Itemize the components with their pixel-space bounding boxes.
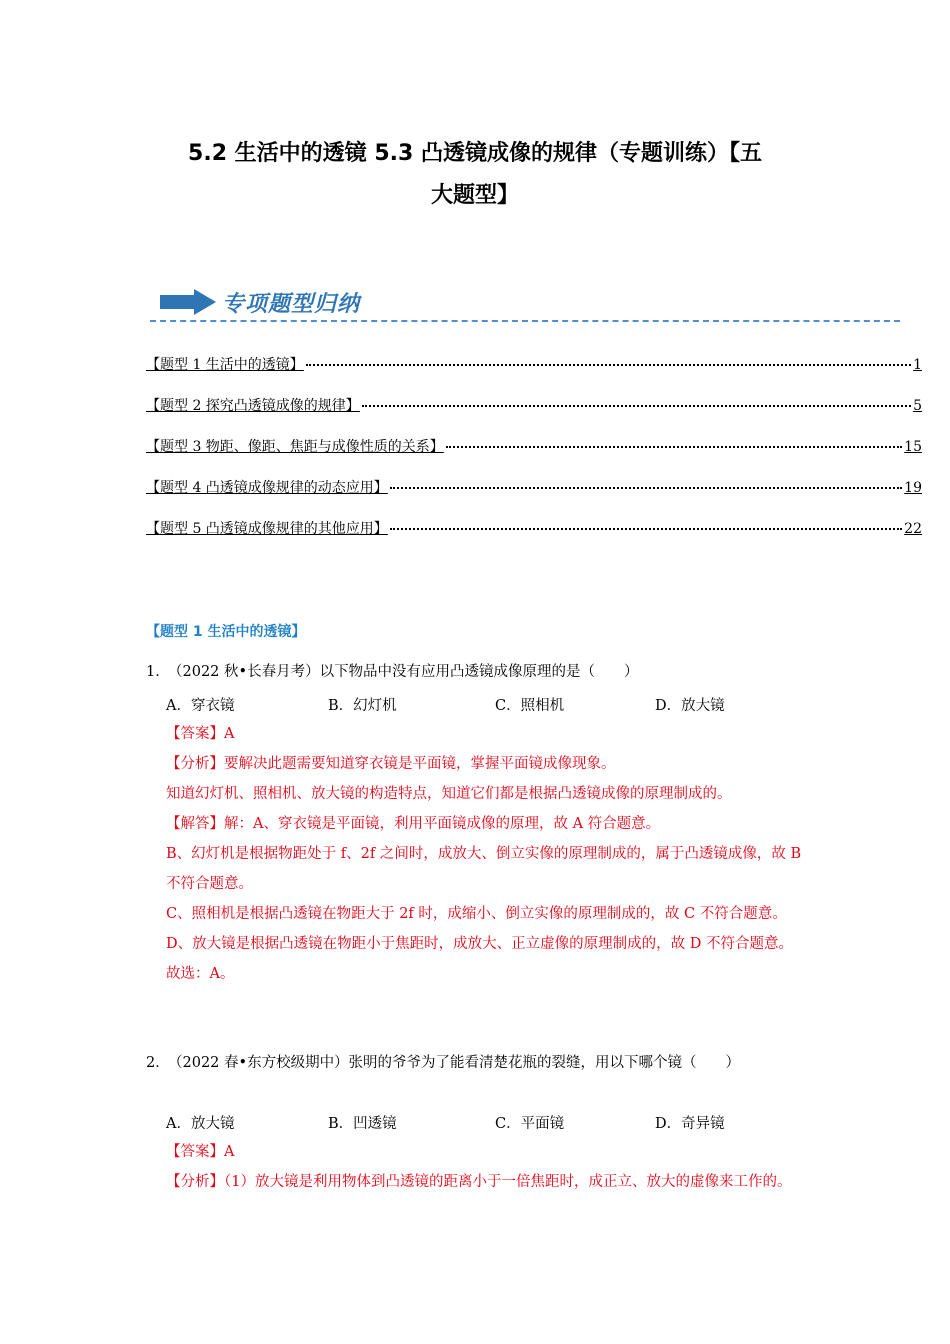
toc-leader — [446, 446, 902, 448]
toc-leader — [390, 528, 902, 530]
section-banner — [150, 283, 900, 325]
question-text: （2022 秋•长春月考）以下物品中没有应用凸透镜成像原理的是（ ） — [168, 664, 639, 680]
document-title — [140, 133, 810, 217]
toc-leader — [362, 405, 911, 407]
question-number: 2． — [146, 1055, 170, 1071]
toc-page[interactable]: 22 — [904, 521, 922, 537]
section-heading: 【题型 1 生活中的透镜】 — [146, 624, 306, 640]
answer-line: 【答案】A — [166, 726, 235, 742]
solution-line: 【解答】解：A、穿衣镜是平面镜，利用平面镜成像的原理，故 A 符合题意。 — [166, 816, 661, 832]
toc-leader — [390, 487, 902, 489]
solution-line: B、幻灯机是根据物距处于 f、2f 之间时，成放大、倒立实像的原理制成的，属于凸透镜成像，故 B 不符合题意。 — [166, 846, 802, 892]
option-b: B．幻灯机 — [328, 698, 397, 714]
question-number: 1． — [146, 664, 170, 680]
option-a: A．放大镜 — [166, 1116, 235, 1132]
question-text: （2022 春•东方校级期中）张明的爷爷为了能看清楚花瓶的裂缝，用以下哪个镜（ ） — [168, 1055, 741, 1071]
question-2-answer-block — [166, 1137, 816, 1197]
option-a: A．穿衣镜 — [166, 698, 235, 714]
toc-page[interactable]: 1 — [913, 357, 922, 373]
banner-heading: 专项题型归纳 — [222, 292, 361, 317]
toc-item-2[interactable] — [146, 395, 922, 436]
option-c: C．平面镜 — [495, 1116, 565, 1132]
analysis-line: 【分析】（1）放大镜是利用物体到凸透镜的距离小于一倍焦距时，成正立、放大的虚像来工作的。 — [166, 1174, 792, 1190]
toc-label[interactable]: 【题型 2 探究凸透镜成像的规律】 — [146, 398, 360, 414]
analysis-line: 【分析】要解决此题需要知道穿衣镜是平面镜，掌握平面镜成像现象。 — [166, 756, 616, 772]
option-b: B．凹透镜 — [328, 1116, 397, 1132]
arrow-icon — [160, 289, 216, 315]
toc-page[interactable]: 15 — [904, 439, 922, 455]
toc-leader — [306, 364, 911, 366]
toc-page[interactable]: 5 — [913, 398, 922, 414]
toc-label[interactable]: 【题型 4 凸透镜成像规律的动态应用】 — [146, 480, 388, 496]
toc-label[interactable]: 【题型 3 物距、像距、焦距与成像性质的关系】 — [146, 439, 444, 455]
toc-item-4[interactable] — [146, 477, 922, 518]
solution-line: D、放大镜是根据凸透镜在物距小于焦距时，成放大、正立虚像的原理制成的，故 D 不符合题意。 — [166, 936, 793, 952]
toc-item-1[interactable] — [146, 354, 922, 395]
analysis-line: 知道幻灯机、照相机、放大镜的构造特点，知道它们都是根据凸透镜成像的原理制成的。 — [166, 786, 732, 802]
title-line-2: 大题型】 — [430, 183, 519, 208]
answer-line: 【答案】A — [166, 1144, 235, 1160]
toc-page[interactable]: 19 — [904, 480, 922, 496]
option-c: C．照相机 — [495, 698, 565, 714]
solution-line: C、照相机是根据凸透镜在物距大于 2f 时，成缩小、倒立实像的原理制成的，故 C 不符合题意。 — [166, 906, 787, 922]
conclusion-line: 故选：A。 — [166, 966, 235, 982]
question-1-answer-block — [166, 719, 816, 989]
toc-item-3[interactable] — [146, 436, 922, 477]
toc-item-5[interactable] — [146, 518, 922, 559]
title-line-1: 5.2 生活中的透镜 5.3 凸透镜成像的规律（专题训练）【五 — [188, 141, 762, 166]
banner-divider — [150, 320, 900, 322]
toc-label[interactable]: 【题型 1 生活中的透镜】 — [146, 357, 304, 373]
option-d: D．奇异镜 — [655, 1116, 725, 1132]
question-1-stem — [146, 657, 826, 687]
question-2-stem — [146, 1048, 816, 1078]
table-of-contents — [146, 354, 922, 559]
toc-label[interactable]: 【题型 5 凸透镜成像规律的其他应用】 — [146, 521, 388, 537]
option-d: D．放大镜 — [655, 698, 725, 714]
